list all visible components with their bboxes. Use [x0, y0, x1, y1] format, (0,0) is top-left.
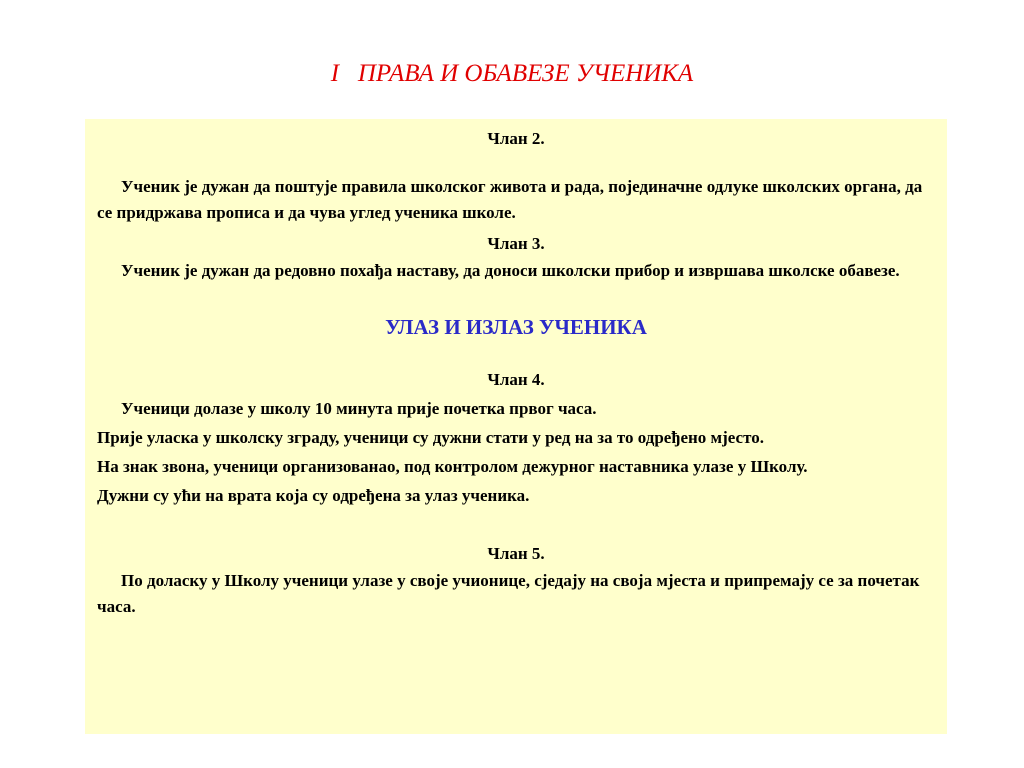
article-4-heading: Члан 4. [487, 370, 545, 389]
section-heading: УЛАЗ И ИЗЛАЗ УЧЕНИКА [385, 315, 647, 339]
article-4-line: Дужни су ући на врата која су одређена за улаз ученика. [97, 486, 530, 505]
article-4-line: Ученици долазе у школу 10 минута прије почетка првог часа. [121, 399, 597, 418]
article-4-line: На знак звона, ученици организованао, под контролом дежурног наставника улазе у Школу. [97, 457, 808, 476]
content-box [85, 119, 947, 734]
article-4-line: Прије уласка у школску зграду, ученици су дужни стати у ред на за то одређено мјесто. [97, 428, 764, 447]
article-5-text: По доласку у Школу ученици улазе у своје учионице, сједају на своја мјеста и припремају се за почетак часа. [97, 571, 920, 616]
article-2-heading: Члан 2. [487, 129, 545, 148]
article-5-heading: Члан 5. [487, 544, 545, 563]
slide-title: I ПРАВА И ОБАВЕЗЕ УЧЕНИКА [330, 60, 694, 87]
article-3-text: Ученик је дужан да редовно похађа наставу, да доноси школски прибор и извршава школске обавезе. [121, 261, 900, 280]
article-2-text: Ученик је дужан да поштује правила школског живота и рада, појединачне одлуке школских органа, да се придржава прописа и да чува углед ученика школе. [97, 177, 923, 222]
article-3-heading: Члан 3. [487, 234, 545, 253]
